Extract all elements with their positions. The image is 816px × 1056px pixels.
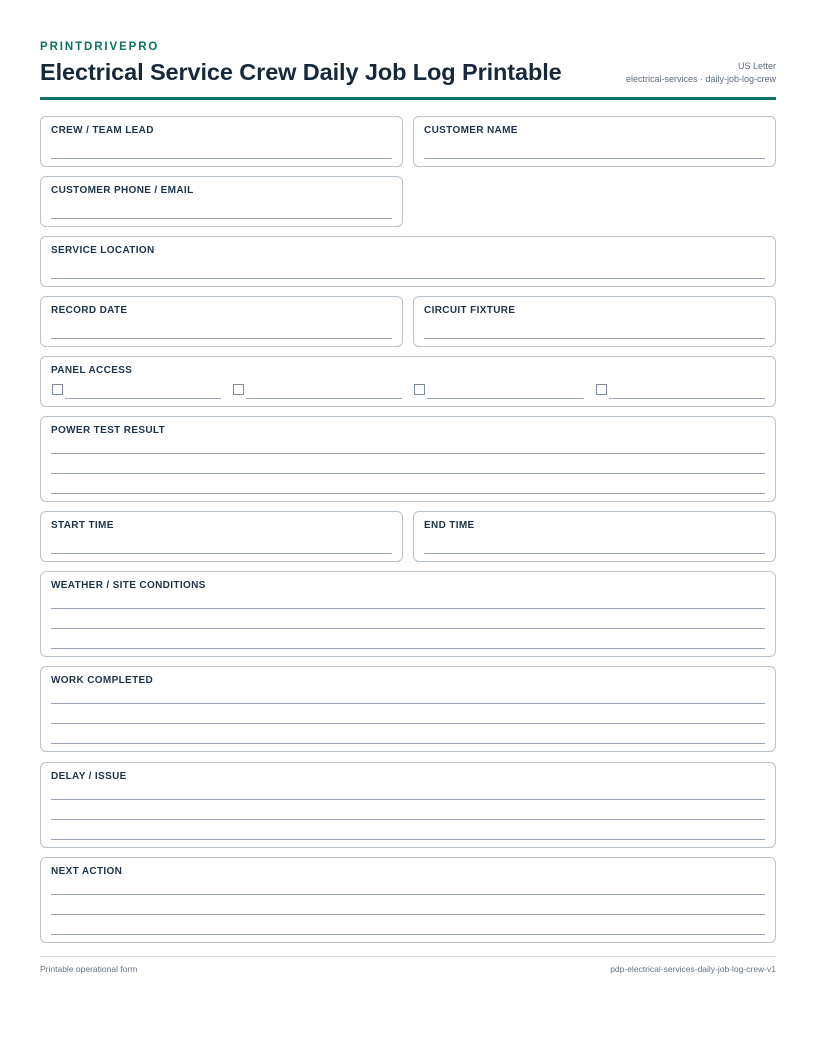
next-action-field[interactable] <box>40 857 776 943</box>
next-action-line-2[interactable] <box>51 914 765 915</box>
customer-phone-email-line[interactable] <box>51 218 392 219</box>
delay-issue-line-1[interactable] <box>51 799 765 800</box>
panel-access-checkbox-1[interactable] <box>52 384 63 395</box>
panel-access-label: PANEL ACCESS <box>51 365 133 376</box>
service-location-line[interactable] <box>51 278 765 279</box>
next-action-label: NEXT ACTION <box>51 866 123 877</box>
customer-name-label: CUSTOMER NAME <box>424 125 518 136</box>
crew-team-lead-line[interactable] <box>51 158 392 159</box>
start-time-line[interactable] <box>51 553 392 554</box>
delay-issue-field[interactable] <box>40 762 776 848</box>
crew-team-lead-field[interactable] <box>40 116 403 167</box>
paper-size: US Letter <box>737 61 776 71</box>
end-time-line[interactable] <box>424 553 765 554</box>
start-time-field[interactable] <box>40 511 403 562</box>
document-title: Electrical Service Crew Daily Job Log Printable <box>40 59 562 85</box>
footer-form-id: pdp-electrical-services-daily-job-log-crew-v1 <box>610 964 776 974</box>
record-date-label: RECORD DATE <box>51 305 128 316</box>
panel-access-checkbox-2[interactable] <box>233 384 244 395</box>
start-time-label: START TIME <box>51 520 114 531</box>
panel-access-option-line-3[interactable] <box>427 398 584 399</box>
document-header <box>40 40 776 100</box>
delay-issue-line-3[interactable] <box>51 839 765 840</box>
panel-access-option-line-1[interactable] <box>65 398 221 399</box>
work-completed-line-2[interactable] <box>51 723 765 724</box>
brand-name: PRINTDRIVEPRO <box>40 41 160 53</box>
panel-access-checkbox-3[interactable] <box>414 384 425 395</box>
power-test-result-line-1[interactable] <box>51 453 765 454</box>
page-header-area <box>40 40 776 100</box>
service-location-label: SERVICE LOCATION <box>51 245 155 256</box>
next-action-line-3[interactable] <box>51 934 765 935</box>
delay-issue-line-2[interactable] <box>51 819 765 820</box>
next-action-line-1[interactable] <box>51 894 765 895</box>
record-date-line[interactable] <box>51 338 392 339</box>
power-test-result-line-3[interactable] <box>51 493 765 494</box>
power-test-result-field[interactable] <box>40 416 776 502</box>
work-completed-line-1[interactable] <box>51 703 765 704</box>
customer-phone-email-label: CUSTOMER PHONE / EMAIL <box>51 185 194 196</box>
power-test-result-line-2[interactable] <box>51 473 765 474</box>
power-test-result-label: POWER TEST RESULT <box>51 425 166 436</box>
circuit-fixture-label: CIRCUIT FIXTURE <box>424 305 516 316</box>
weather-site-conditions-field[interactable] <box>40 571 776 657</box>
weather-site-conditions-label: WEATHER / SITE CONDITIONS <box>51 580 206 591</box>
record-date-field[interactable] <box>40 296 403 347</box>
panel-access-option-line-2[interactable] <box>246 398 402 399</box>
panel-access-field <box>40 356 776 407</box>
document-meta <box>626 60 776 86</box>
weather-site-conditions-line-1[interactable] <box>51 608 765 609</box>
service-location-field[interactable] <box>40 236 776 287</box>
panel-access-checkbox-4[interactable] <box>596 384 607 395</box>
work-completed-label: WORK COMPLETED <box>51 675 154 686</box>
delay-issue-label: DELAY / ISSUE <box>51 771 127 782</box>
customer-name-line[interactable] <box>424 158 765 159</box>
work-completed-field[interactable] <box>40 666 776 752</box>
circuit-fixture-field[interactable] <box>413 296 776 347</box>
panel-access-option-line-4[interactable] <box>609 398 765 399</box>
circuit-fixture-line[interactable] <box>424 338 765 339</box>
header-rule <box>40 97 776 100</box>
footer-rule <box>40 956 776 957</box>
weather-site-conditions-line-2[interactable] <box>51 628 765 629</box>
category-path: electrical-services · daily-job-log-crew <box>625 74 776 84</box>
end-time-field[interactable] <box>413 511 776 562</box>
end-time-label: END TIME <box>424 520 475 531</box>
customer-name-field[interactable] <box>413 116 776 167</box>
customer-phone-email-field[interactable] <box>40 176 403 227</box>
weather-site-conditions-line-3[interactable] <box>51 648 765 649</box>
crew-team-lead-label: CREW / TEAM LEAD <box>51 125 154 136</box>
work-completed-line-3[interactable] <box>51 743 765 744</box>
footer-left-text: Printable operational form <box>40 964 138 974</box>
